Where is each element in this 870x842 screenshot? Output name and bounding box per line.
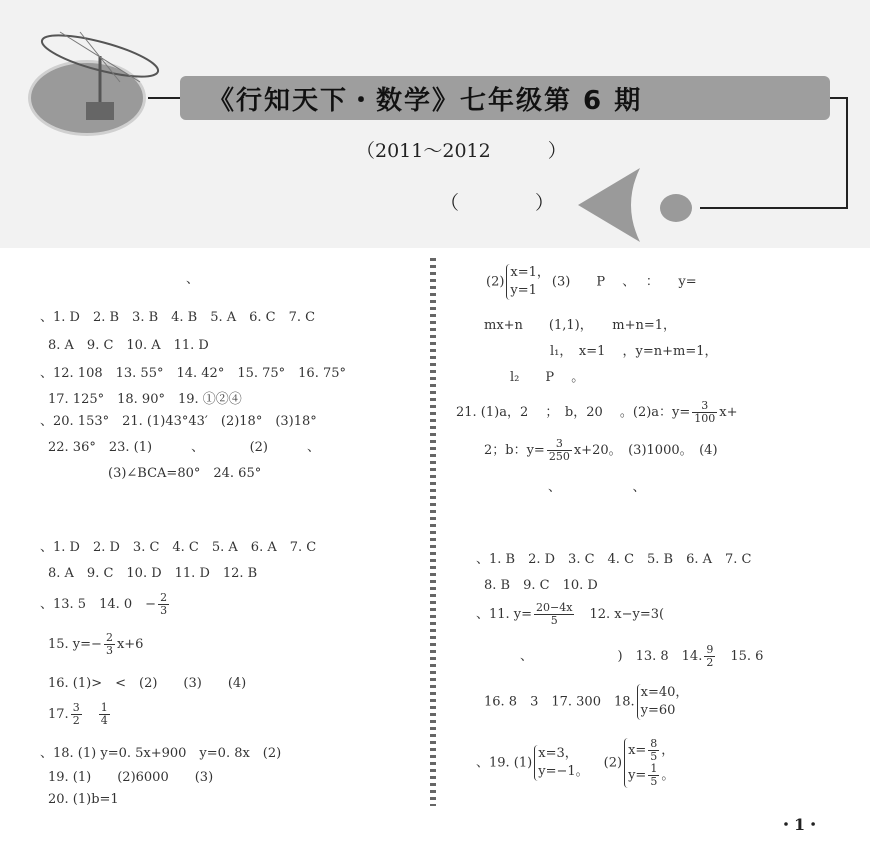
text-line: mx+n (1,1)， m+n=1， — [484, 318, 676, 333]
text-line: (3)∠BCA=80° 24. 65° — [108, 466, 262, 481]
text-line: 、19. (1) x=3， y=−1。 (2) x= $\frac{8}{5}$ ， y= $\frac{1}{5}$ 。 — [476, 737, 675, 788]
text-line: 、20. 153° 21. (1)43°43′ (2)18° (3)18° — [40, 414, 317, 429]
page-title: 《行知天下・数学》七年级第 6 期 — [208, 86, 643, 116]
page-number: ・1・ — [778, 815, 822, 834]
fraction: $\frac{3}{2}$ — [72, 701, 80, 727]
triangle-arrow-icon — [578, 168, 640, 242]
fraction: $\frac{20-4x}{5}$ — [536, 601, 573, 627]
title-connector — [148, 97, 180, 99]
text-line: 、18. (1) y=0. 5x+900 y=0. 8x (2) — [40, 746, 282, 761]
equation-system: x=1， y=1 — [506, 264, 550, 300]
fraction: $\frac{9}{2}$ — [706, 643, 714, 669]
text-line: l₁， x=1 ，y=n+m=1， — [550, 344, 718, 359]
text-line: 19. (1) (2)6000 (3) — [48, 770, 214, 785]
satellite-dish-icon — [20, 12, 180, 132]
text-line: 8. A 9. C 10. A 11. D — [48, 338, 209, 353]
column-divider — [430, 258, 436, 806]
text-line: 8. B 9. C 10. D — [484, 578, 598, 593]
text-line: (2) x=1， y=1 (3) P 、 ： y= — [486, 265, 697, 298]
text-line: 16. (1)> < (2) (3) (4) — [48, 676, 247, 691]
text-line: 16. 8 3 17. 300 18. x=40， y=60 — [484, 685, 689, 718]
text-line: l₂ P 。 — [510, 370, 585, 385]
text-line: 、11. y= $\frac{20-4x}{5}$ 12. x−y=3( — [476, 601, 665, 627]
text-line: 15. y=− $\frac{2}{3}$ x+6 — [48, 631, 144, 657]
fraction: $\frac{1}{4}$ — [100, 701, 108, 727]
text-line: 、 、 — [548, 480, 646, 495]
text-line: 、 — [186, 272, 200, 287]
text-line: 、 ) 13. 8 14. $\frac{9}{2}$ 15. 6 — [520, 643, 764, 669]
text-line: 、1. B 2. D 3. C 4. C 5. B 6. A 7. C — [476, 552, 752, 567]
bracket-bottom — [700, 207, 848, 209]
circle-dot-icon — [660, 194, 692, 222]
text-line: 21. (1)a，2 ； b，20 。(2)a：y= $\frac{3}{100}$ x+ — [456, 399, 738, 425]
text-line: 、1. D 2. B 3. B 4. B 5. A 6. C 7. C — [40, 310, 316, 325]
fraction: $\frac{3}{250}$ — [548, 437, 570, 463]
text-line: 8. A 9. C 10. D 11. D 12. B — [48, 566, 258, 581]
text-line: 22. 36° 23. (1) 、 (2) 、 — [48, 440, 320, 455]
text-line: 、12. 108 13. 55° 14. 42° 15. 75° 16. 75° — [40, 366, 347, 381]
equation-system: x=40， y=60 — [637, 684, 689, 720]
fraction: $\frac{2}{3}$ — [160, 591, 168, 617]
text-line: 2；b：y= $\frac{3}{250}$ x+20。 (3)1000。 (4) — [484, 437, 718, 463]
text-line: 20. (1)b=1 — [48, 792, 119, 807]
text-line: 、1. D 2. D 3. C 4. C 5. A 6. A 7. C — [40, 540, 317, 555]
text-line: 17. 125° 18. 90° 19. ①②④ — [48, 392, 242, 407]
fraction: $\frac{2}{3}$ — [105, 631, 113, 657]
equation-system: x= $\frac{8}{5}$ ， y= $\frac{1}{5}$ 。 — [624, 738, 674, 788]
fraction: $\frac{3}{100}$ — [694, 399, 716, 425]
bracket-right — [846, 97, 848, 209]
equation-system: x=3， y=−1。 — [534, 745, 588, 781]
parenthesis-blank: （ ） — [440, 192, 555, 214]
text-line: 17. $\frac{3}{2}$ $\frac{1}{4}$ — [48, 701, 108, 727]
subtitle: （2011～2012 ） — [356, 140, 567, 162]
text-line: 、13. 5 14. 0 − $\frac{2}{3}$ — [40, 591, 168, 617]
